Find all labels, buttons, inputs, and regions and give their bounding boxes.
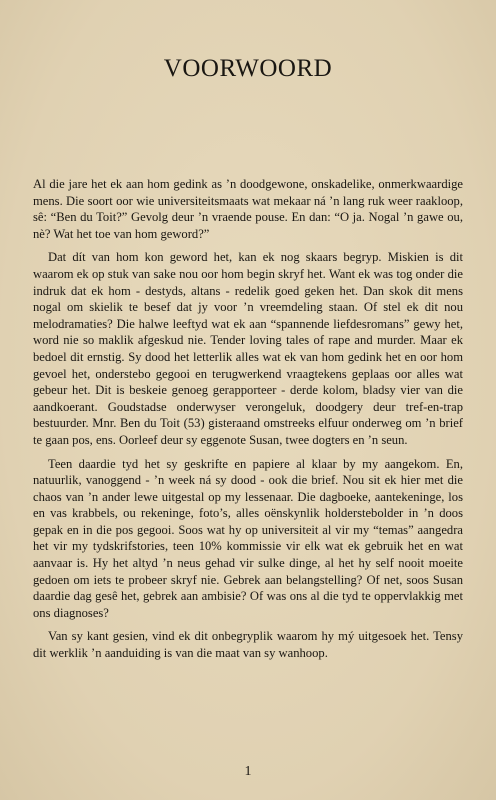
paragraph-3: Teen daardie tyd het sy geskrifte en papiere al klaar by my aangekom. En, natuurlik, vanoggend - ’n week ná sy dood - ook die brief. Nou sit ek hier met die chaos van ’n ander lewe uitgestal op my lessenaar. Die dagboeke, aantekeninge, los en vas krabbels, ou rekeninge, foto’s, alles oënskynlik holderstebolder in ’n doos gepak en in die pos gegooi. Soos wat hy op universiteit al vir my “temas” aangedra het vir my tydskrifstories, teen 10% kommissie vir elk wat ek gebruik het en wat aanvaar is. Hy het altyd ’n neus gehad vir sulke dinge, al het hy self nooit moeite gedoen om iets te probeer skryf nie. Gebrek aan belangstelling? Of net, soos Susan daardie dag gesê het, gebrek aan ambisie? Of was ons al die tyd te oppervlakkig met ons diagnoses?	[33, 456, 463, 620]
paragraph-1: Al die jare het ek aan hom gedink as ’n doodgewone, onskadelike, onmerkwaardige mens. Die soort oor wie universiteitsmaats wat mekaar ná ’n lang ruk weer raakloop, sê: “Ben du Toit?” Gevolg deur ’n vraende pouse. En dan: “O ja. Nogal ’n gawe ou, nè? Wat het toe van hom geword?”	[33, 177, 463, 241]
chapter-title: VOORWOORD	[163, 54, 333, 82]
paragraph-2: Dat dít van hom kon geword het, kan ek nog skaars begryp. Miskien is dit waarom ek op stuk van sake nou oor hom begin skryf het. Want ek was tog onder die indruk dat ek hom - destyds, altans - redelik goed geken het. Dan skok dit mens nogal om skielik te besef dat jy voor ’n vreemdeling staan. Of stel ek dit nou melodramaties? Die halwe leeftyd wat ek aan “spannende liefdesromans” gewy het, word nie so maklik afgeskud nie. Tender loving tales of rape and murder. Maar ek bedoel dit ernstig. Sy dood het letterlik alles wat ek van hom gedink het en oor hom gevoel het, onderstebo gegooi en terugwerkend vraagtekens geplaas oor alles wat gebeur het. Dit is beskeie genoeg gerapporteer - derde kolom, bladsy vier van die aandkoerant. Goudstadse onderwyser verongeluk, doodgery deur tref-en-trap bestuurder. Mnr. Ben du Toit (53) gisteraand omstreeks elfuur onderweg om ’n brief te gaan pos, ens. Oorleef deur sy eggenote Susan, twee dogters en ’n seun.	[33, 250, 463, 447]
paragraph-4: Van sy kant gesien, vind ek dit onbegryplik waarom hy mý uitgesoek het. Tensy dit werklik ’n aanduiding is van die maat van sy wanhoop.	[33, 629, 463, 661]
body-text	[33, 176, 463, 669]
page-number: 1	[244, 764, 252, 779]
